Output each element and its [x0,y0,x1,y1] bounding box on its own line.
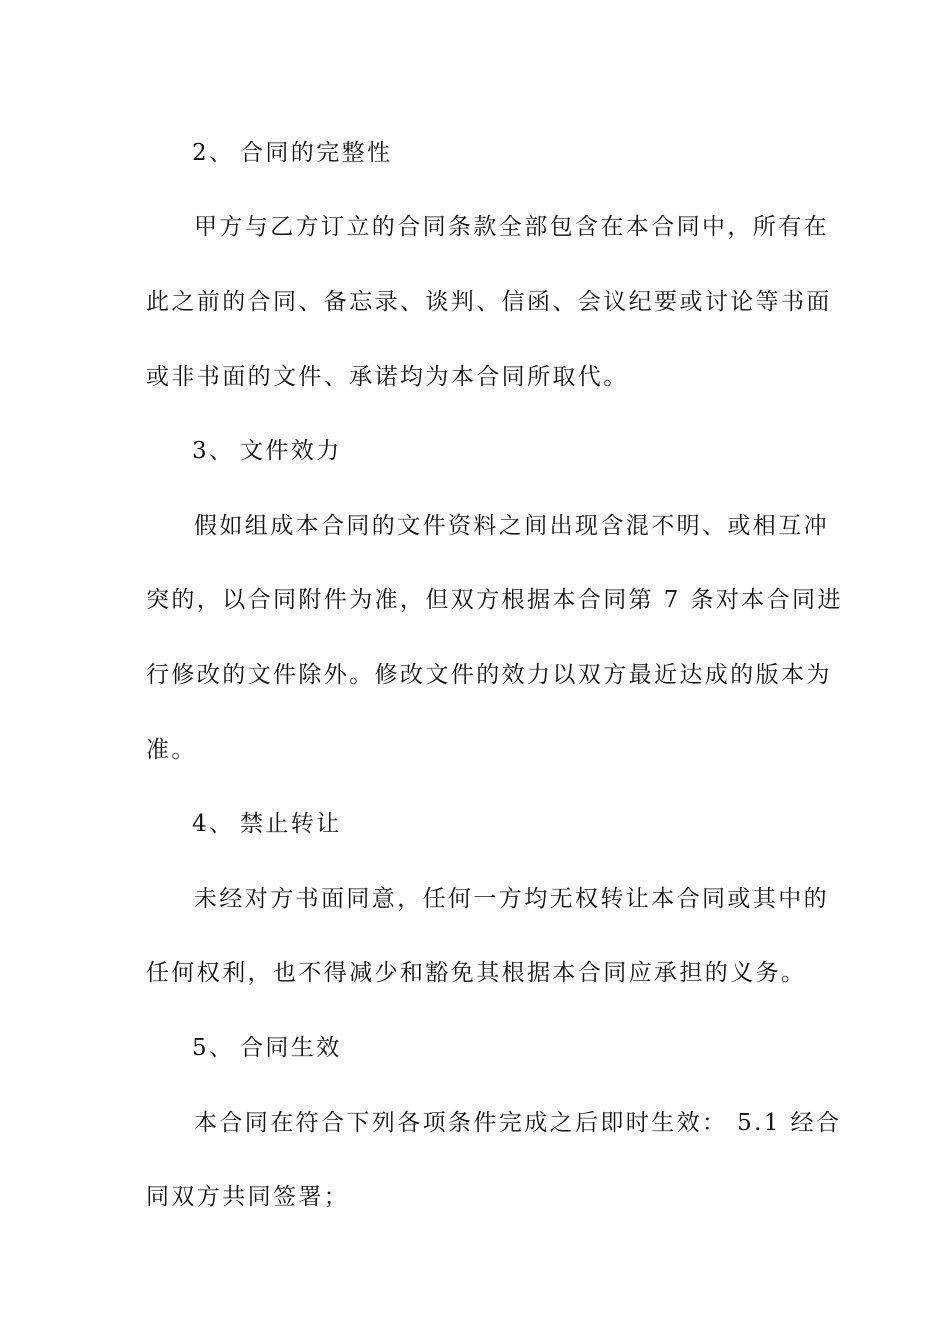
section-heading-5 [192,1033,872,1063]
paragraph-line: 突的，以合同附件为准，但双方根据本合同第 7 条对本合同进 [146,587,843,613]
paragraph-line: 同双方共同签署； [146,1184,350,1210]
section-title: 禁止转让 [240,811,342,837]
section-heading-2 [192,138,872,168]
paragraph-line: 未经对方书面同意，任何一方均无权转让本合同或其中的 [194,886,829,912]
section-number: 4、 [192,811,235,837]
paragraph-line: 或非书面的文件、承诺均为本合同所取代。 [146,364,629,390]
paragraph-line: 本合同在符合下列各项条件完成之后即时生效： 5.1 经合 [194,1110,842,1136]
section-number: 5、 [192,1035,235,1061]
paragraph-line: 假如组成本合同的文件资料之间出现含混不明、或相互冲 [194,513,829,539]
section-heading-3 [192,436,872,466]
section-heading-4 [192,809,872,839]
section-title: 文件效力 [240,438,342,464]
paragraph-line: 甲方与乙方订立的合同条款全部包含在本合同中，所有在 [194,214,829,240]
section-number: 2、 [192,140,235,166]
paragraph-line: 此之前的合同、备忘录、谈判、信函、会议纪要或讨论等书面 [146,289,832,315]
section-title: 合同生效 [240,1035,342,1061]
section-number: 3、 [192,438,235,464]
paragraph-line: 行修改的文件除外。修改文件的效力以双方最近达成的版本为 [146,662,832,688]
section-title: 合同的完整性 [240,140,393,166]
paragraph-line: 准。 [146,737,197,763]
paragraph-line: 任何权利，也不得减少和豁免其根据本合同应承担的义务。 [146,960,807,986]
